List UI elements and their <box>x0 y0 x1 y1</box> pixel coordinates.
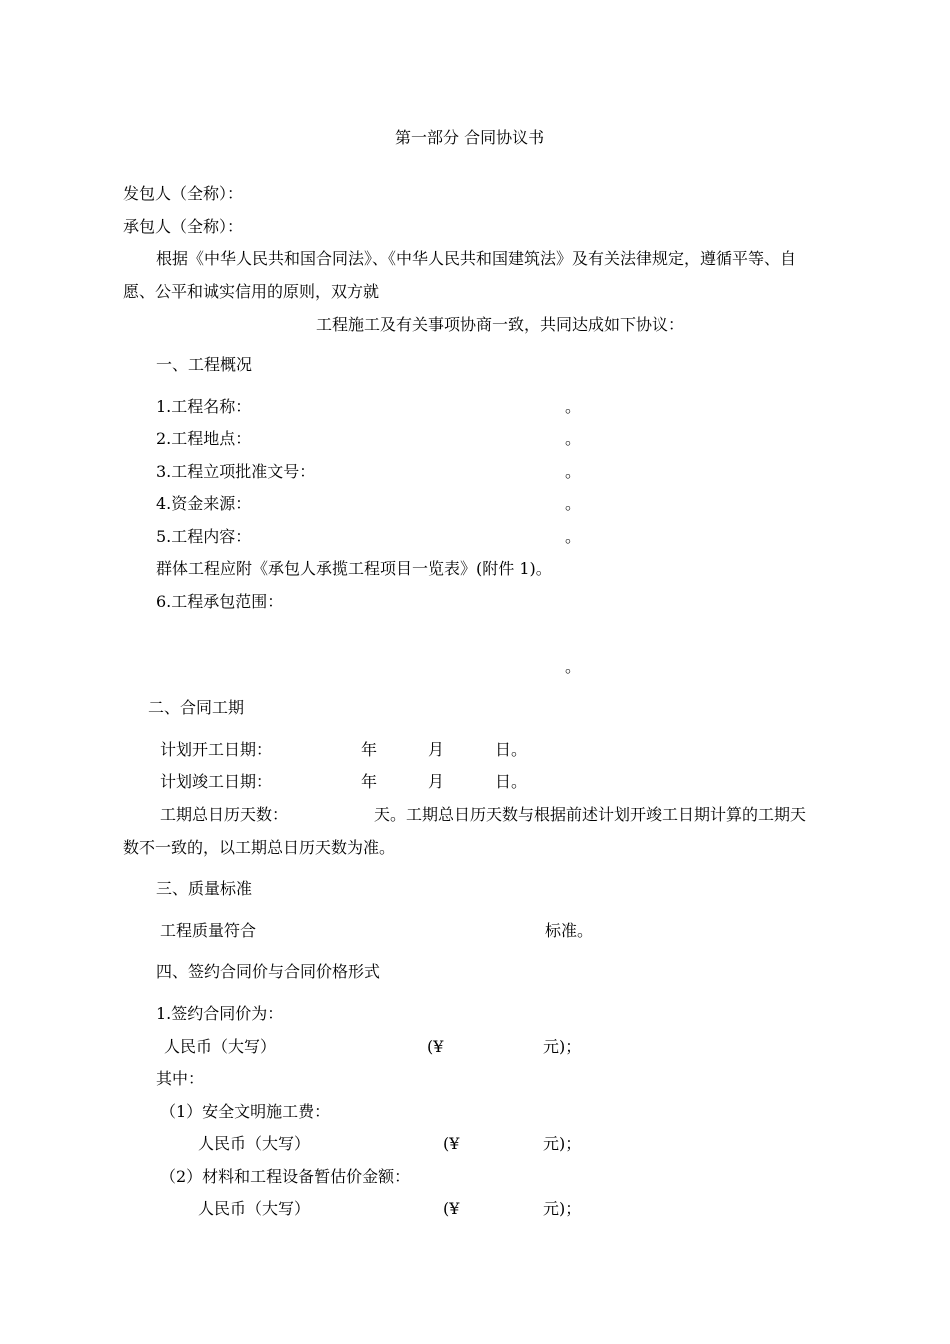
total-days-label: 工期总日历天数： <box>160 805 289 824</box>
among-label: 其中： <box>156 1069 205 1088</box>
safety-fee-yuan-close: 元)； <box>543 1134 582 1153</box>
quality-end: 标准。 <box>545 921 594 940</box>
contract-price-label: 1.签约合同价为： <box>156 1004 284 1023</box>
preamble-line-1: 根据《中华人民共和国合同法》、《中华人民共和国建筑法》及有关法律规定，遵循平等、自 <box>156 249 797 268</box>
safety-fee-rmb-label: 人民币（大写） <box>198 1134 311 1153</box>
total-days-line-2: 数不一致的，以工期总日历天数为准。 <box>123 838 396 857</box>
section-2-heading: 二、合同工期 <box>148 698 245 717</box>
provisional-sum-label: （2）材料和工程设备暂估价金额： <box>160 1167 411 1186</box>
employer-label: 发包人（全称）： <box>123 184 244 203</box>
preamble-line-3: 工程施工及有关事项协商一致，共同达成如下协议： <box>316 315 685 334</box>
end-date-day: 日。 <box>495 772 528 791</box>
item-scope-label: 6.工程承包范围： <box>156 592 284 611</box>
safety-fee-label: （1）安全文明施工费： <box>160 1102 331 1121</box>
end-date-label: 计划竣工日期： <box>160 772 273 791</box>
section-3-heading: 三、质量标准 <box>156 879 253 898</box>
start-date-month: 月 <box>428 740 445 759</box>
contract-price-yen-open: (¥ <box>427 1037 444 1056</box>
page-title: 第一部分 合同协议书 <box>395 128 545 147</box>
provisional-sum-rmb-label: 人民币（大写） <box>198 1199 311 1218</box>
end-date-year: 年 <box>361 772 378 791</box>
quality-label: 工程质量符合 <box>160 921 257 940</box>
item-approval-number-label: 3.工程立项批准文号： <box>156 462 316 481</box>
start-date-label: 计划开工日期： <box>160 740 273 759</box>
start-date-year: 年 <box>361 740 378 759</box>
provisional-sum-yen-open: (¥ <box>443 1199 460 1218</box>
safety-fee-yen-open: (¥ <box>443 1134 460 1153</box>
item-fund-source-label: 4.资金来源： <box>156 494 252 513</box>
section-1-heading: 一、工程概况 <box>156 355 253 374</box>
group-project-note: 群体工程应附《承包人承揽工程项目一览表》(附件 1)。 <box>156 559 552 578</box>
end-date-month: 月 <box>428 772 445 791</box>
contract-price-rmb-label: 人民币（大写） <box>164 1037 277 1056</box>
total-days-rest: 天。工期总日历天数与根据前述计划开竣工日期计算的工期天 <box>374 805 807 824</box>
item-project-name-end: 。 <box>565 397 582 416</box>
item-fund-source-end: 。 <box>565 494 582 513</box>
preamble-line-2: 愿、公平和诚实信用的原则，双方就 <box>123 282 380 301</box>
contract-price-yuan-close: 元)； <box>543 1037 582 1056</box>
item-approval-number-end: 。 <box>565 462 582 481</box>
item-project-location-end: 。 <box>565 429 582 448</box>
contractor-label: 承包人（全称）： <box>123 217 244 236</box>
section-4-heading: 四、签约合同价与合同价格形式 <box>156 962 381 981</box>
start-date-day: 日。 <box>495 740 528 759</box>
item-project-content-end: 。 <box>565 527 582 546</box>
item-project-name-label: 1.工程名称： <box>156 397 252 416</box>
item-scope-end: 。 <box>565 657 582 676</box>
item-project-content-label: 5.工程内容： <box>156 527 252 546</box>
item-project-location-label: 2.工程地点： <box>156 429 252 448</box>
provisional-sum-yuan-close: 元)； <box>543 1199 582 1218</box>
